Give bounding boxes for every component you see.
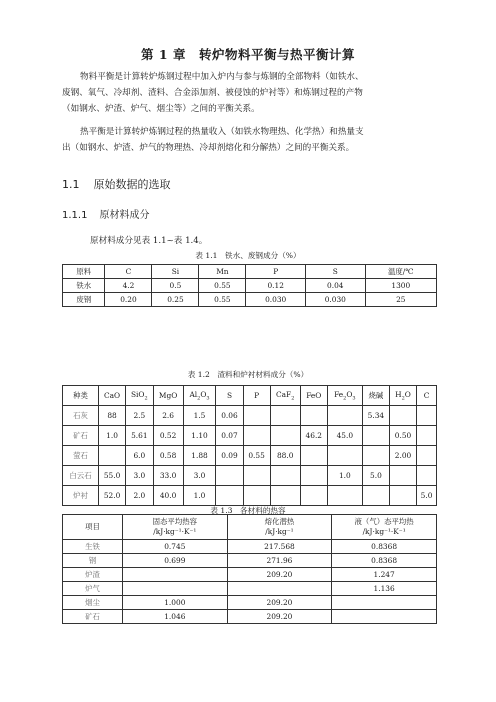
table-cell [122,582,227,596]
table-cell: 0.55 [243,446,270,466]
table-cell: 4.2 [105,279,152,293]
table-cell: 1.0 [99,426,126,446]
table2-caption: 表 1.2 渣料和炉衬材料成分（%） [187,370,309,379]
table-cell: 炉渣 [63,568,123,582]
table-slag-lining-composition [62,385,437,506]
table-cell: 0.52 [153,426,183,446]
table-cell [99,446,126,466]
table-cell: 52.0 [99,486,126,506]
table-cell [417,426,437,446]
table-cell: 1.136 [332,582,437,596]
table-cell: 1300 [365,279,436,293]
table-cell [332,596,437,610]
header-line2: /kJ·kg⁻¹·K⁻¹ [362,527,406,536]
table-cell: 5.0 [362,466,389,486]
table-cell: 5.34 [362,406,389,426]
header-cell: $H_2O$ [389,386,416,406]
table-row [63,582,437,596]
table-cell [332,610,437,624]
table-cell: 3.0 [183,466,216,486]
header-cell: 烧碱 [362,386,389,406]
table-cell: 5.61 [126,426,153,446]
table-cell: 萤石 [63,446,99,466]
table-cell: 0.030 [246,293,306,307]
table-cell [300,486,327,506]
paragraph-material-balance [62,69,438,117]
section-heading [62,176,171,192]
table-row [63,486,437,506]
table-cell: 1.247 [332,568,437,582]
header-cell [227,515,332,540]
table-cell [216,486,243,506]
table-cell: 55.0 [99,466,126,486]
table-iron-scrap-composition [62,264,437,307]
header-cell: S [305,265,365,279]
table-cell [389,406,416,426]
table-cell [270,406,300,426]
table-cell: 0.030 [305,293,365,307]
table-cell: 209.20 [227,596,332,610]
table-cell: 白云石 [63,466,99,486]
table-cell [243,466,270,486]
table-header-row [63,515,437,540]
table-cell [122,568,227,582]
header-cell [63,515,123,540]
table-cell: 1.88 [183,446,216,466]
table-row [63,596,437,610]
header-cell: P [243,386,270,406]
table-cell [243,486,270,506]
paragraph-line: 废钢、氧气、冷却剂、渣料、合金添加剂、被侵蚀的炉衬等）和炼钢过程的产物 [62,88,363,98]
table-cell [417,446,437,466]
table-cell: 0.25 [152,293,199,307]
table-header-row [63,265,437,279]
table-cell: 矿石 [63,610,123,624]
subsection-title: 原材料成分 [99,210,150,221]
subsection-number: 1.1.1 [62,210,88,221]
table-cell: 209.20 [227,610,332,624]
table-cell: 2.0 [126,486,153,506]
table-cell: 0.5 [152,279,199,293]
header-cell: S [216,386,243,406]
table-cell: 废钢 [63,293,105,307]
table-cell: 0.8368 [332,540,437,554]
table-cell [270,486,300,506]
table-cell: 0.58 [153,446,183,466]
header-cell: MgO [153,386,183,406]
table-heat-capacity [62,514,437,624]
table-row [63,293,437,307]
table-cell: 40.0 [153,486,183,506]
header-cell [332,515,437,540]
table-row [63,568,437,582]
paragraph-line: 物料平衡是计算转炉炼钢过程中加入炉内与参与炼钢的全部物料（如铁水、 [80,72,364,82]
table-cell: 209.20 [227,568,332,582]
table-cell: 1.000 [122,596,227,610]
header-line2: /kJ·kg⁻¹ [265,527,294,536]
header-line2: /kJ·kg⁻¹·K⁻¹ [153,527,197,536]
table-row [63,446,437,466]
header-cell: SiO$_2$ [126,386,153,406]
table-cell: 0.09 [216,446,243,466]
table-cell: 石灰 [63,406,99,426]
chapter-title: 第 1 章 转炉物料平衡与热平衡计算 [141,47,355,62]
table-cell: 矿石 [63,426,99,446]
header-cell: FeO [300,386,327,406]
table-cell [270,466,300,486]
header-cell [122,515,227,540]
intro-note: 原材料成分见表 1.1~表 1.4。 [90,236,208,246]
paragraph-line: 热平衡是计算转炉炼钢过程的热量收入（如铁水物理热、化学热）和热量支 [80,127,364,137]
table-cell: 1.0 [183,486,216,506]
table-cell [417,406,437,426]
paragraph-heat-balance [62,124,438,156]
table-cell [327,406,362,426]
table-cell [417,466,437,486]
header-cell: Mn [199,265,246,279]
table-cell: 0.745 [122,540,227,554]
table-cell: 33.0 [153,466,183,486]
table-cell [270,426,300,446]
table-cell: 0.20 [105,293,152,307]
table-cell: 炉气 [63,582,123,596]
table-cell: 1.046 [122,610,227,624]
header-cell: $Al_2O_3$ [183,386,216,406]
table-cell [389,466,416,486]
table-cell: 0.55 [199,279,246,293]
table-cell: 271.96 [227,554,332,568]
table-cell: 0.699 [122,554,227,568]
table-cell [327,446,362,466]
table-cell: 炉衬 [63,486,99,506]
table-cell: 217.568 [227,540,332,554]
table-cell: 88.0 [270,446,300,466]
table-cell: 46.2 [300,426,327,446]
table-cell [300,466,327,486]
header-cell: $Fe_2O_3$ [327,386,362,406]
table-cell [300,406,327,426]
table-row [63,279,437,293]
table-cell: 0.06 [216,406,243,426]
header-cell: C [417,386,437,406]
table-cell: 0.07 [216,426,243,446]
table-cell: 2.6 [153,406,183,426]
table-cell [327,486,362,506]
table-cell: 25 [365,293,436,307]
table-cell [362,426,389,446]
section-number: 1.1 [62,178,80,191]
table-cell [243,426,270,446]
table-cell [216,466,243,486]
header-cell: CaO [99,386,126,406]
table-cell: 0.8368 [332,554,437,568]
table-cell [362,486,389,506]
header-line1: 熔化潜热 [264,517,295,526]
table-cell [389,486,416,506]
table-row [63,554,437,568]
table-cell [300,446,327,466]
table-header-row [63,386,437,406]
header-cell: 温度/℃ [365,265,436,279]
header-cell: Si [152,265,199,279]
header-line1: 项目 [85,522,100,531]
table-cell: 6.0 [126,446,153,466]
table-cell: 1.0 [327,466,362,486]
table-cell: 5.0 [417,486,437,506]
table-cell: 0.55 [199,293,246,307]
header-cell: CaF$_2$ [270,386,300,406]
subsection-heading [62,206,149,221]
table-row [63,426,437,446]
table-row [63,406,437,426]
table-row [63,540,437,554]
table-cell: 0.50 [389,426,416,446]
table1-caption: 表 1.1 铁水、废钢成分（%） [195,251,301,260]
header-cell: C [105,265,152,279]
table-cell [362,446,389,466]
paragraph-line: 出（如钢水、炉渣、炉气的物理热、冷却剂熔化和分解热）之间的平衡关系。 [62,143,355,153]
header-line1: 液（气）态平均热 [354,517,414,526]
table-cell: 钢 [63,554,123,568]
table-cell: 2.00 [389,446,416,466]
table-cell: 1.5 [183,406,216,426]
header-cell: 原料 [63,265,105,279]
paragraph-line: （如钢水、炉渣、炉气、烟尘等）之间的平衡关系。 [62,104,260,114]
table-cell [227,582,332,596]
table-cell: 1.10 [183,426,216,446]
table-cell: 0.04 [305,279,365,293]
table-cell: 45.0 [327,426,362,446]
table-row [63,610,437,624]
table-cell: 铁水 [63,279,105,293]
table-cell [243,406,270,426]
table-cell: 88 [99,406,126,426]
section-title: 原始数据的选取 [93,178,171,191]
header-cell: 种类 [63,386,99,406]
header-line1: 固态平均热容 [152,517,197,526]
table-cell: 0.12 [246,279,306,293]
table-cell: 烟尘 [63,596,123,610]
table-cell: 3.0 [126,466,153,486]
table3-caption: 表 1.3 各材料的热容 [210,506,286,515]
table-cell: 生铁 [63,540,123,554]
header-cell: P [246,265,306,279]
table-cell: 2.5 [126,406,153,426]
table-row [63,466,437,486]
